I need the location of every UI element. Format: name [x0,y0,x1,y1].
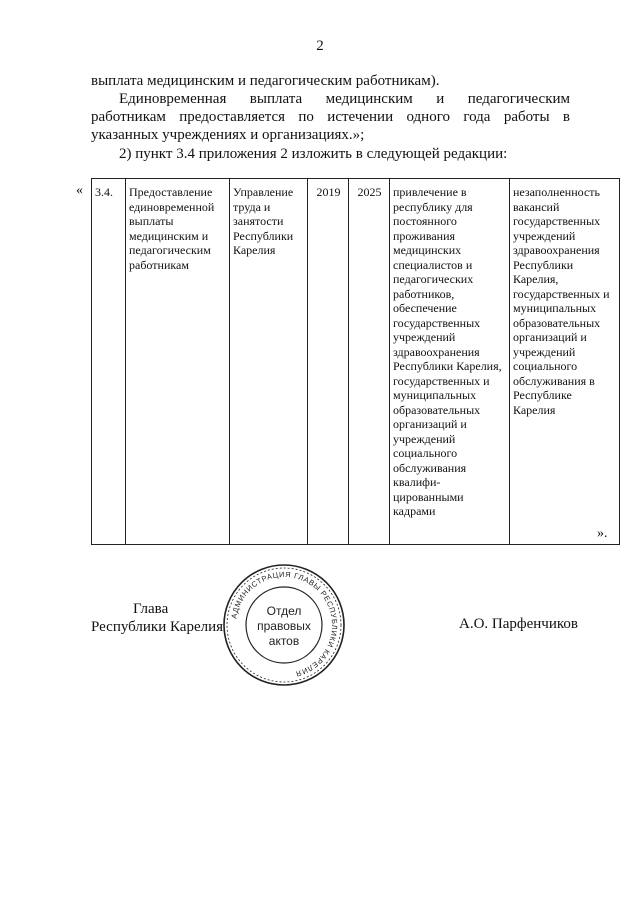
paragraph-1 [91,72,570,90]
stamp-center-line-2: правовых [257,619,311,633]
opening-quote: « [76,183,83,198]
stamp-center-line-1: Отдел [266,604,302,618]
official-stamp [222,563,346,687]
signer-title [91,600,223,636]
cell-item-number: 3.4. [92,179,126,545]
paragraph-2 [91,90,570,144]
cell-expected-result: привлечение в республику для постоянного проживания медицинских специалистов и педагогических работников, обеспечение государственных учреждений здравоохранения Республики Карелия, государственных и муниципальных образовательных организаций и учреждений социального обслуживания квалифи-цированными кадрами [390,179,510,545]
stamp-ring-text: АДМИНИСТРАЦИЯ ГЛАВЫ РЕСПУБЛИКИ КАРЕЛИЯ [229,569,340,679]
cell-year-start: 2019 [308,179,349,545]
signer-title-line-1: Глава [133,601,169,617]
table-row [92,179,620,545]
cell-consequences: незаполненность вакансий государственных учреждений здравоохранения Республики Карелия, государственных и муниципальных образовательных организаций и учреждений социального обслуживания в Республике Карелия [510,179,620,545]
signer-name: А.О. Парфенчиков [459,616,578,632]
paragraph-2-line-3: указанных учреждениях и организациях.»; [91,127,365,143]
paragraph-3-line-1: 2) пункт 3.4 приложения 2 изложить в следующей редакции: [119,146,508,162]
cell-responsible-body: Управление труда и занятости Республики Карелия [230,179,308,545]
cell-measure-name: Предоставление единовременной выплаты медицинским и педагогическим работникам [126,179,230,545]
stamp-center-line-3: актов [268,634,300,648]
paragraph-3 [91,145,570,163]
paragraph-2-line-2: работникам предоставляется по истечении одного года работы в [91,109,570,125]
cell-year-end: 2025 [349,179,390,545]
signer-title-line-2: Республики Карелия [91,619,224,635]
closing-quote: ». [597,526,608,541]
paragraph-2-line-1: Единовременная выплата медицинским и педагогическим [119,91,570,107]
paragraph-1-line-1: выплата медицинским и педагогическим работникам). [91,73,440,89]
page-number: 2 [316,38,324,54]
amendment-table [91,178,620,545]
